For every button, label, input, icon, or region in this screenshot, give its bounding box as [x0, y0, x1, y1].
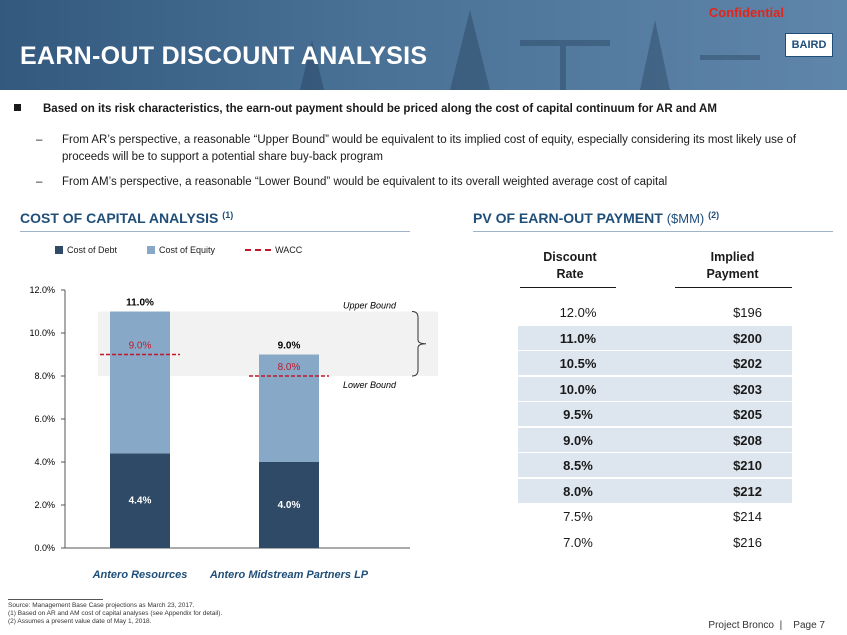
- company-logo-label: Antero Resources: [92, 569, 188, 581]
- table-row: [518, 402, 792, 426]
- cost-of-capital-title-text: COST OF CAPITAL ANALYSIS: [20, 210, 219, 226]
- discount-rate-cell: 7.5%: [563, 509, 593, 524]
- page-number: Page 7: [793, 620, 825, 631]
- implied-payment-cell: $205: [733, 407, 762, 422]
- discount-rate-cell: 10.0%: [559, 381, 597, 397]
- table-row: [518, 377, 792, 401]
- footnote-1: (1) Based on AR and AM cost of capital analyses (see Appendix for detail).: [8, 610, 223, 617]
- page-title: EARN-OUT DISCOUNT ANALYSIS: [20, 42, 428, 70]
- payment-header-line2: Payment: [706, 267, 759, 281]
- implied-payment-cell: $216: [733, 534, 762, 550]
- left-section-rule: [20, 231, 410, 232]
- implied-payment-cell: $208: [733, 432, 762, 448]
- discount-rate-cell: 10.5%: [559, 356, 597, 371]
- main-bullet-text: Based on its risk characteristics, the earn-out payment should be priced along the cost of capital continuum for AR and AM: [43, 103, 717, 115]
- y-tick-label: 2.0%: [34, 500, 55, 510]
- pv-earnout-unit: ($MM): [666, 211, 705, 226]
- footnotes: [8, 602, 222, 626]
- square-bullet-icon: [14, 104, 21, 111]
- legend-equity-label: Cost of Equity: [159, 245, 216, 255]
- wacc-label: 9.0%: [128, 340, 152, 352]
- bar-total-label: 9.0%: [277, 340, 301, 352]
- baird-logo: BAIRD: [785, 33, 833, 57]
- bar-debt-label: 4.0%: [277, 500, 301, 511]
- legend-item-wacc: [245, 245, 302, 255]
- rate-header-rule: [520, 287, 616, 288]
- y-tick-label: 10.0%: [29, 328, 55, 338]
- table-row: [518, 351, 792, 375]
- equity-swatch-icon: [147, 246, 155, 254]
- discount-rate-cell: 11.0%: [559, 330, 597, 346]
- implied-payment-cell: $203: [733, 381, 762, 397]
- sub-bullet-2-text: From AM’s perspective, a reasonable “Lower Bound” would be equivalent to its overall weighted average cost of capital: [62, 176, 668, 188]
- sub-bullet-2: [36, 174, 822, 191]
- legend-wacc-label: WACC: [275, 245, 303, 255]
- discount-rate-cell: 7.0%: [563, 534, 593, 550]
- cost-of-capital-title: [20, 210, 233, 226]
- table-header-rate: [520, 249, 620, 283]
- table-row: [518, 479, 792, 503]
- sub-bullet-1-text: From AR’s perspective, a reasonable “Upper Bound” would be equivalent to its implied cost of equity, especially considering its most likely use of proceeds will be to support a potential share buy-back program: [62, 134, 797, 163]
- payment-header-line1: Implied: [710, 250, 755, 264]
- table-row: [518, 530, 792, 554]
- pv-earnout-footnote-ref: (2): [708, 210, 720, 220]
- bar-equity: [110, 312, 170, 454]
- footer-separator: |: [779, 620, 783, 631]
- footnote-2: (2) Assumes a present value date of May 1, 2018.: [8, 618, 152, 625]
- legend-debt-label: Cost of Debt: [67, 245, 118, 255]
- discount-rate-cell: 12.0%: [559, 305, 597, 320]
- bar-debt-label: 4.4%: [128, 495, 152, 507]
- upper-bound-label: Upper Bound: [342, 300, 396, 311]
- discount-rate-cell: 9.0%: [563, 432, 593, 448]
- main-bullet: [14, 103, 717, 115]
- discount-rate-cell: 8.0%: [563, 483, 593, 499]
- table-header-payment: [675, 249, 790, 283]
- sub-bullet-1: [36, 132, 822, 166]
- implied-payment-cell: $196: [733, 305, 762, 320]
- y-tick-label: 6.0%: [34, 414, 55, 424]
- legend-item-equity: [147, 245, 215, 255]
- footnote-source: Source: Management Base Case projections as March 23, 2017.: [8, 602, 195, 609]
- table-row: [518, 453, 792, 477]
- implied-payment-cell: $214: [733, 509, 762, 524]
- company-logo-label: Antero Midstream Partners LP: [209, 569, 369, 581]
- table-row: [518, 300, 792, 324]
- table-row: [518, 326, 792, 350]
- rate-header-line2: Rate: [556, 267, 584, 281]
- dash-icon: –: [36, 134, 43, 146]
- legend-item-debt: [55, 245, 117, 255]
- project-name: Project Bronco: [708, 620, 774, 631]
- dash-icon: –: [36, 176, 43, 188]
- cost-of-capital-footnote-ref: (1): [222, 210, 234, 220]
- header-banner: [0, 0, 847, 90]
- y-tick-label: 8.0%: [34, 371, 55, 381]
- discount-rate-cell: 8.5%: [563, 458, 593, 473]
- implied-payment-cell: $210: [733, 458, 762, 473]
- pv-earnout-title-text: PV OF EARN-OUT PAYMENT: [473, 210, 663, 226]
- table-row: [518, 428, 792, 452]
- y-tick-label: 12.0%: [29, 285, 55, 295]
- y-tick-label: 4.0%: [34, 457, 55, 467]
- y-tick-label: 0.0%: [34, 543, 55, 553]
- page-footer: [708, 620, 825, 631]
- table-row: [518, 504, 792, 528]
- wacc-line-icon: [245, 249, 271, 251]
- payment-header-rule: [675, 287, 792, 288]
- pv-earnout-title: [473, 210, 719, 226]
- chart-legend: [55, 245, 302, 255]
- implied-payment-cell: $200: [733, 330, 762, 346]
- right-section-rule: [473, 231, 833, 232]
- wacc-label: 8.0%: [277, 362, 301, 373]
- rate-header-line1: Discount: [543, 250, 597, 264]
- confidential-label: Confidential: [708, 5, 784, 20]
- cost-of-capital-chart: [0, 270, 460, 595]
- discount-rate-cell: 9.5%: [563, 407, 593, 422]
- implied-payment-cell: $212: [733, 483, 762, 499]
- footnote-rule: [8, 599, 103, 600]
- implied-payment-cell: $202: [733, 356, 762, 371]
- lower-bound-label: Lower Bound: [342, 380, 396, 390]
- bar-total-label: 11.0%: [126, 297, 154, 309]
- debt-swatch-icon: [55, 246, 63, 254]
